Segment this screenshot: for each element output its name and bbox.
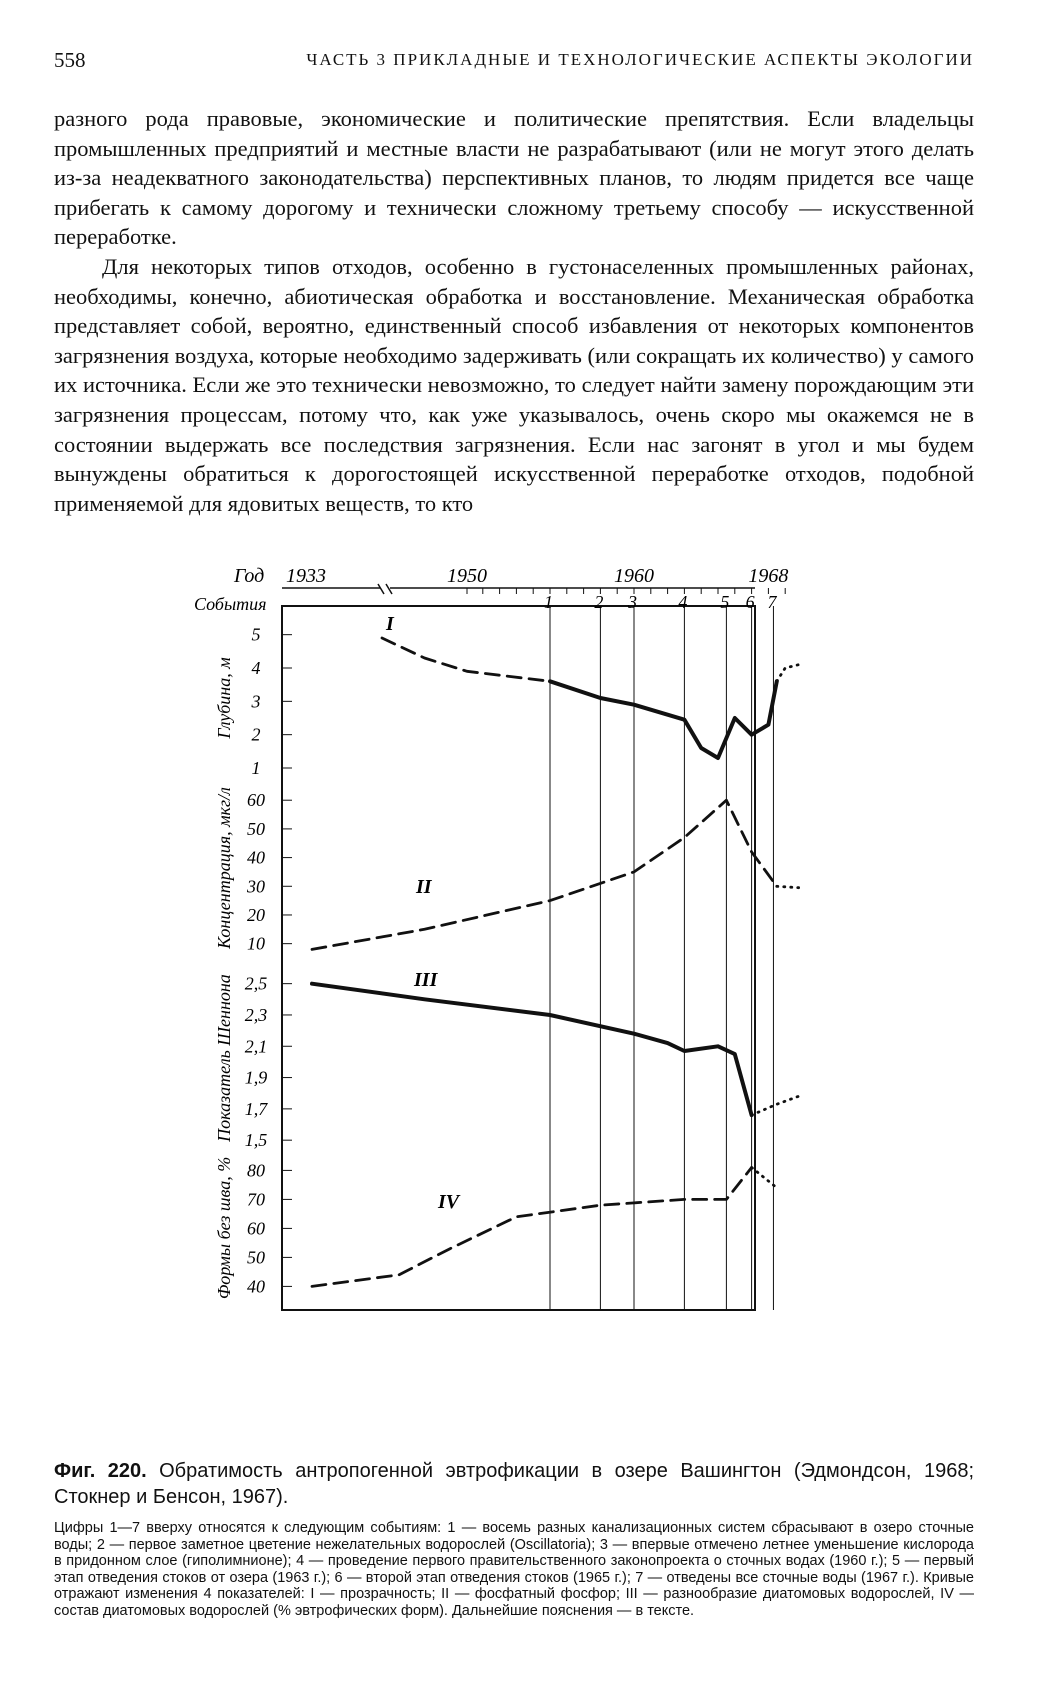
panel-III-tick-label: 2,3 (244, 1004, 268, 1025)
event-number-1: 1 (544, 592, 553, 612)
event-number-7: 7 (767, 592, 777, 612)
figure-220 (194, 565, 836, 1428)
caption-label: Фиг. 220. (54, 1460, 147, 1482)
panel-III-tick-label: 2,1 (244, 1036, 268, 1057)
curve-label-II: II (416, 876, 432, 898)
axis-break-mark (378, 584, 392, 594)
curve-I-segment-dashed (382, 638, 550, 681)
panel-III-tick-label: 2,5 (244, 973, 268, 994)
event-number-3: 3 (628, 592, 637, 612)
panel-II-tick-label: 40 (247, 847, 265, 868)
panel-IV-tick-label: 80 (247, 1160, 265, 1181)
panel-I-tick-label: 3 (251, 691, 261, 712)
year-tick-label: 1960 (614, 565, 654, 587)
panel-IV-tick-label: 50 (247, 1247, 265, 1268)
curve-II-segment-dashed (312, 800, 777, 949)
caption-text: Обратимость антропогенной эвтрофикации в озере Вашингтон (Эдмондсон, 1968; Стокнер и Бенсон, 1967). (54, 1460, 975, 1508)
panel-II-tick-label: 10 (247, 933, 265, 954)
curve-I-segment-dotted (777, 665, 799, 682)
curve-label-IV: IV (438, 1191, 460, 1213)
panel-III-tick-label: 1,7 (244, 1098, 268, 1119)
panel-III-tick-label: 1,9 (244, 1067, 268, 1088)
year-tick-label: 1968 (748, 565, 789, 587)
panel-IV-tick-label: 60 (247, 1218, 265, 1239)
year-tick-label: 1933 (286, 565, 326, 587)
curve-label-III: III (414, 969, 438, 991)
panel-II-tick-label: 30 (247, 876, 265, 897)
panel-II-ylabel: Концентрация, мкг/л (214, 787, 234, 949)
figure-caption (54, 1458, 974, 1510)
panel-I-tick-label: 5 (251, 624, 261, 645)
page-number: 558 (54, 48, 86, 72)
curve-III-segment-dotted (752, 1096, 799, 1115)
eutrophication-chart (194, 565, 836, 1428)
panel-II-tick-label: 50 (247, 818, 265, 839)
curve-label-I: I (386, 613, 394, 635)
event-number-4: 4 (678, 592, 688, 612)
panel-II-tick-label: 20 (247, 904, 265, 925)
paragraph-1: разного рода правовые, экономические и политические препятствия. Если владельцы промышленных предприятий и местные власти не разрабатывают (или не могут этого делать из-за неадекватного законодательства) перспективных планов, то людям придется все чаще прибегать к самому дорогому и технически сложному третьему способу — искусственной переработке. (54, 106, 974, 250)
paragraph-2: Для некоторых типов отходов, особенно в густонаселенных промышленных районах, необходимы, конечно, абиотическая обработка и восстановление. Механическая обработка представляет собой, вероятно, единственный способ избавления от некоторых компонентов загрязнения воздуха, которые необходимо задерживать (или сокращать их количество) у самого их источника. Если же это технически невозможно, то следует найти замену порождающим эти загрязнения процессам, потому что, как уже указывалось, очень скоро мы окажемся не в состоянии выдержать все последствия загрязнения. Если нас загонят в угол и мы будем вынуждены обратиться к дорогостоящей искусственной переработке отходов, подобной применяемой для ядовитых веществ, то кто (54, 253, 974, 516)
panel-I-ylabel: Глубина, м (214, 657, 234, 739)
body-text (54, 104, 974, 518)
panel-I-tick-label: 4 (251, 658, 261, 678)
event-number-6: 6 (745, 592, 755, 612)
panel-I-tick-label: 1 (251, 758, 261, 778)
running-head: ЧАСТЬ 3 ПРИКЛАДНЫЕ И ТЕХНОЛОГИЧЕСКИЕ АСПЕКТЫ ЭКОЛОГИИ (306, 50, 974, 69)
panel-I-tick-label: 2 (251, 724, 261, 745)
panel-II-tick-label: 60 (247, 790, 265, 811)
panel-III-tick-label: 1,5 (244, 1130, 268, 1151)
event-number-5: 5 (720, 592, 730, 612)
event-number-2: 2 (594, 592, 604, 612)
curve-II-segment-dotted (777, 886, 799, 887)
panel-IV-tick-label: 70 (247, 1189, 265, 1210)
panel-IV-tick-label: 40 (247, 1276, 265, 1297)
curve-IV-segment-dashed (312, 1168, 752, 1287)
page-header (54, 48, 974, 78)
curve-I-segment-solid (550, 681, 777, 758)
panel-IV-ylabel: Формы без шва, % (214, 1156, 234, 1300)
curve-III-segment-solid (312, 984, 752, 1115)
figure-note: Цифры 1—7 вверху относятся к следующим событиям: 1 — восемь разных канализационных систем сбрасывают в озеро сточные воды; 2 — первое заметное цветение нежелательных водорослей (Oscillatoria); 3 — впервые отмечено летнее уменьшение кислорода в придонном слое (гиполимнионе); 4 — проведение первого правительственного законопроекта о сточных водах (1960 г.); 5 — первый этап отведения стоков от озера (1963 г.); 6 — второй этап отведения стоков (1965 г.); 7 — отведены все сточные воды (1967 г.). Кривые отражают изменения 4 показателей: I — прозрачность; II — фосфатный фосфор; III — разнообразие диатомовых водорослей, IV — состав диатомовых водорослей (% эвтрофических форм). Дальнейшие пояснения — в тексте. (54, 1520, 974, 1619)
year-axis-label: Год (234, 565, 265, 587)
year-tick-label: 1950 (447, 565, 487, 587)
panel-III-ylabel: Показатель Шеннона (214, 974, 234, 1142)
events-label: События (194, 594, 267, 614)
